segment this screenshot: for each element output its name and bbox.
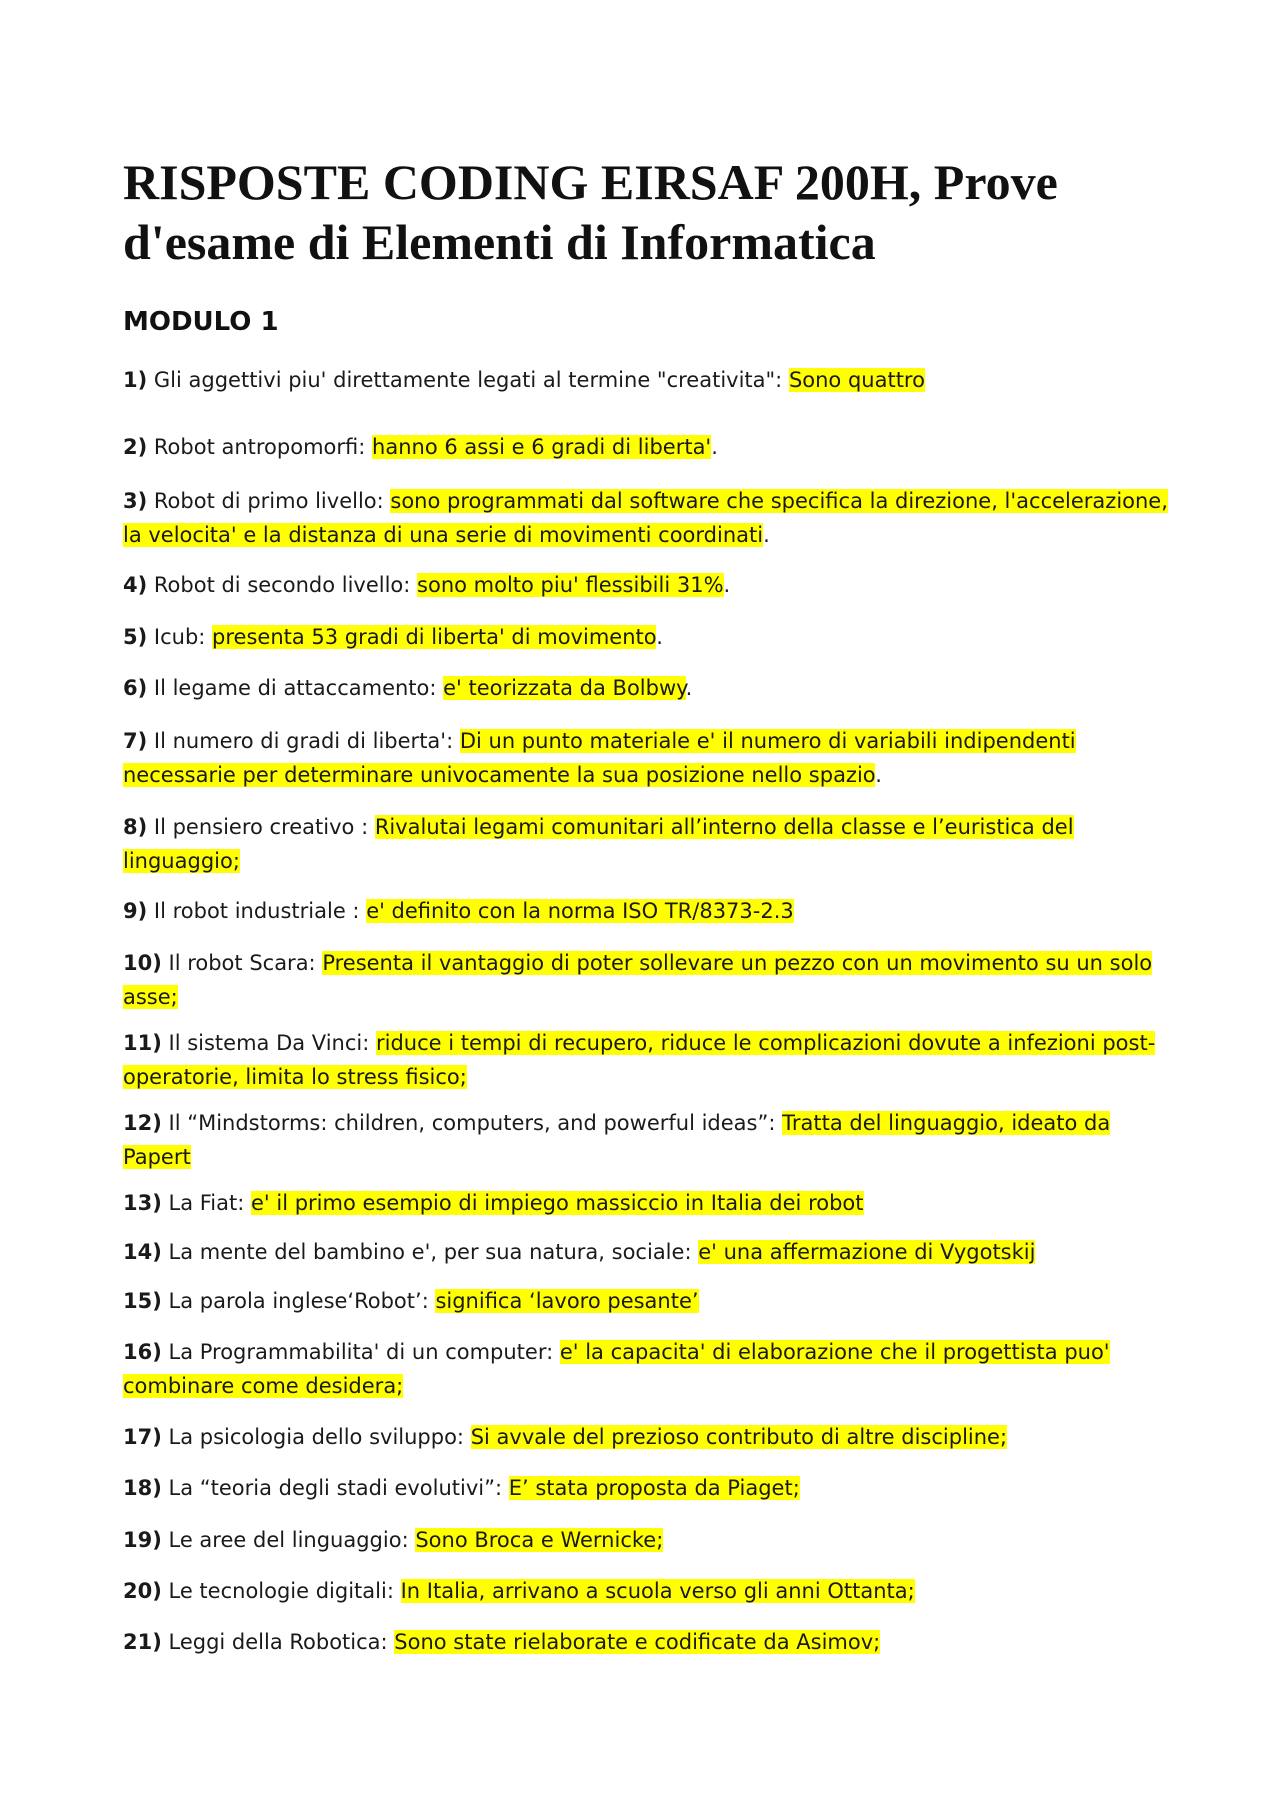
qa-question: Il robot industriale :	[147, 899, 367, 923]
qa-answer: sono programmati dal software che specifica la direzione, l'accelerazione, la velocita' e la distanza di una serie di movimenti coordinati	[123, 489, 1168, 547]
qa-item	[123, 620, 1183, 654]
qa-question: La Programmabilita' di un computer:	[161, 1340, 560, 1364]
qa-item	[123, 1471, 1183, 1505]
qa-question: La parola inglese‘Robot’:	[161, 1289, 436, 1313]
qa-tail: .	[763, 523, 770, 547]
qa-answer: hanno 6 assi e 6 gradi di liberta'	[372, 435, 712, 459]
qa-item	[123, 894, 1183, 928]
qa-item	[123, 1186, 1183, 1220]
qa-item	[123, 1335, 1183, 1403]
qa-item	[123, 1235, 1183, 1269]
qa-number: 10)	[123, 951, 162, 975]
qa-number: 13)	[123, 1191, 162, 1215]
qa-item	[123, 1625, 1183, 1659]
qa-question: La psicologia dello sviluppo:	[161, 1425, 471, 1449]
qa-item	[123, 363, 1183, 397]
qa-tail: .	[723, 573, 731, 597]
qa-number: 12)	[123, 1111, 162, 1135]
qa-number: 1)	[123, 368, 148, 392]
qa-number: 9)	[123, 899, 148, 923]
qa-question: La Fiat:	[161, 1191, 251, 1215]
qa-item	[123, 1420, 1183, 1454]
qa-question: Il pensiero creativo :	[147, 815, 375, 839]
qa-answer: Sono quattro	[788, 368, 925, 392]
qa-number: 8)	[123, 815, 148, 839]
qa-number: 16)	[123, 1340, 162, 1364]
qa-number: 17)	[123, 1425, 162, 1449]
qa-item	[123, 568, 1183, 602]
qa-question: Icub:	[147, 625, 213, 649]
qa-answer: E’ stata proposta da Piaget;	[508, 1476, 800, 1500]
qa-number: 20)	[123, 1579, 162, 1603]
qa-question: Il numero di gradi di liberta':	[147, 729, 460, 753]
qa-question: Robot di primo livello:	[147, 489, 391, 513]
qa-question: Leggi della Robotica:	[161, 1630, 395, 1654]
qa-number: 3)	[123, 489, 148, 513]
qa-question: Il robot Scara:	[161, 951, 323, 975]
qa-tail: .	[875, 763, 882, 787]
document-title: RISPOSTE CODING EIRSAF 200H, Prove d'esame di Elementi di Informatica	[123, 154, 1058, 270]
qa-number: 11)	[123, 1031, 162, 1055]
qa-item	[123, 1523, 1183, 1557]
qa-answer: In Italia, arrivano a scuola verso gli anni Ottanta;	[400, 1579, 915, 1603]
qa-tail: .	[711, 435, 718, 459]
qa-question: Robot antropomorfi:	[147, 435, 373, 459]
qa-answer: presenta 53 gradi di liberta' di movimento	[212, 625, 657, 649]
qa-answer: Sono state rielaborate e codificate da Asimov;	[394, 1630, 881, 1654]
qa-answer: e' la capacita' di elaborazione che il progettista puo' combinare come desidera;	[123, 1340, 1110, 1398]
qa-answer: e' una affermazione di Vygotskij	[698, 1240, 1036, 1264]
qa-answer: Si avvale del prezioso contributo di altre discipline;	[470, 1425, 1008, 1449]
qa-item	[123, 484, 1183, 552]
qa-number: 15)	[123, 1289, 162, 1313]
qa-question: Gli aggettivi piu' direttamente legati al termine "creativita":	[147, 368, 789, 392]
qa-number: 7)	[123, 729, 148, 753]
qa-answer: Presenta il vantaggio di poter sollevare un pezzo con un movimento su un solo asse;	[123, 951, 1153, 1009]
qa-answer: e' definito con la norma ISO TR/8373-2.3	[366, 899, 794, 923]
qa-answer: Di un punto materiale e' il numero di variabili indipendenti necessarie per determinare univocamente la sua posizione nello spazio	[123, 729, 1076, 787]
qa-question: Le aree del linguaggio:	[161, 1528, 416, 1552]
qa-item	[123, 946, 1183, 1014]
qa-question: Il “Mindstorms: children, computers, and powerful ideas”:	[161, 1111, 783, 1135]
qa-answer: Rivalutai legami comunitari all’interno della classe e l’euristica del linguaggio;	[123, 815, 1074, 873]
qa-tail: .	[685, 676, 693, 700]
qa-number: 6)	[123, 676, 148, 700]
qa-number: 4)	[123, 573, 148, 597]
qa-answer: Tratta del linguaggio, ideato da Papert	[123, 1111, 1111, 1169]
qa-question: La “teoria degli stadi evolutivi”:	[161, 1476, 509, 1500]
qa-answer: Sono Broca e Wernicke;	[415, 1528, 664, 1552]
qa-question: La mente del bambino e', per sua natura, sociale:	[161, 1240, 699, 1264]
qa-number: 14)	[123, 1240, 162, 1264]
qa-item	[123, 671, 1183, 705]
qa-tail: .	[656, 625, 663, 649]
qa-number: 18)	[123, 1476, 162, 1500]
qa-number: 21)	[123, 1630, 162, 1654]
qa-item	[123, 1574, 1183, 1608]
qa-answer: riduce i tempi di recupero, riduce le complicazioni dovute a infezioni post-operatorie, limita lo stress fisico;	[123, 1031, 1156, 1089]
qa-question: Il legame di attaccamento:	[147, 676, 444, 700]
qa-answer: e' teorizzata da Bolbwy	[443, 676, 686, 700]
qa-number: 19)	[123, 1528, 162, 1552]
qa-item	[123, 1106, 1183, 1174]
qa-answer: e' il primo esempio di impiego massiccio in Italia dei robot	[251, 1191, 864, 1215]
qa-answer: sono molto piu' flessibili 31%	[417, 573, 724, 597]
qa-item	[123, 810, 1183, 878]
qa-item	[123, 724, 1183, 792]
qa-question: Robot di secondo livello:	[147, 573, 418, 597]
qa-answer: significa ‘lavoro pesante’	[435, 1289, 699, 1313]
qa-number: 2)	[123, 435, 148, 459]
module-heading: MODULO 1	[123, 307, 279, 337]
qa-question: Il sistema Da Vinci:	[161, 1031, 376, 1055]
qa-item	[123, 430, 1183, 464]
qa-item	[123, 1026, 1183, 1094]
qa-number: 5)	[123, 625, 148, 649]
qa-item	[123, 1284, 1183, 1318]
qa-question: Le tecnologie digitali:	[161, 1579, 401, 1603]
